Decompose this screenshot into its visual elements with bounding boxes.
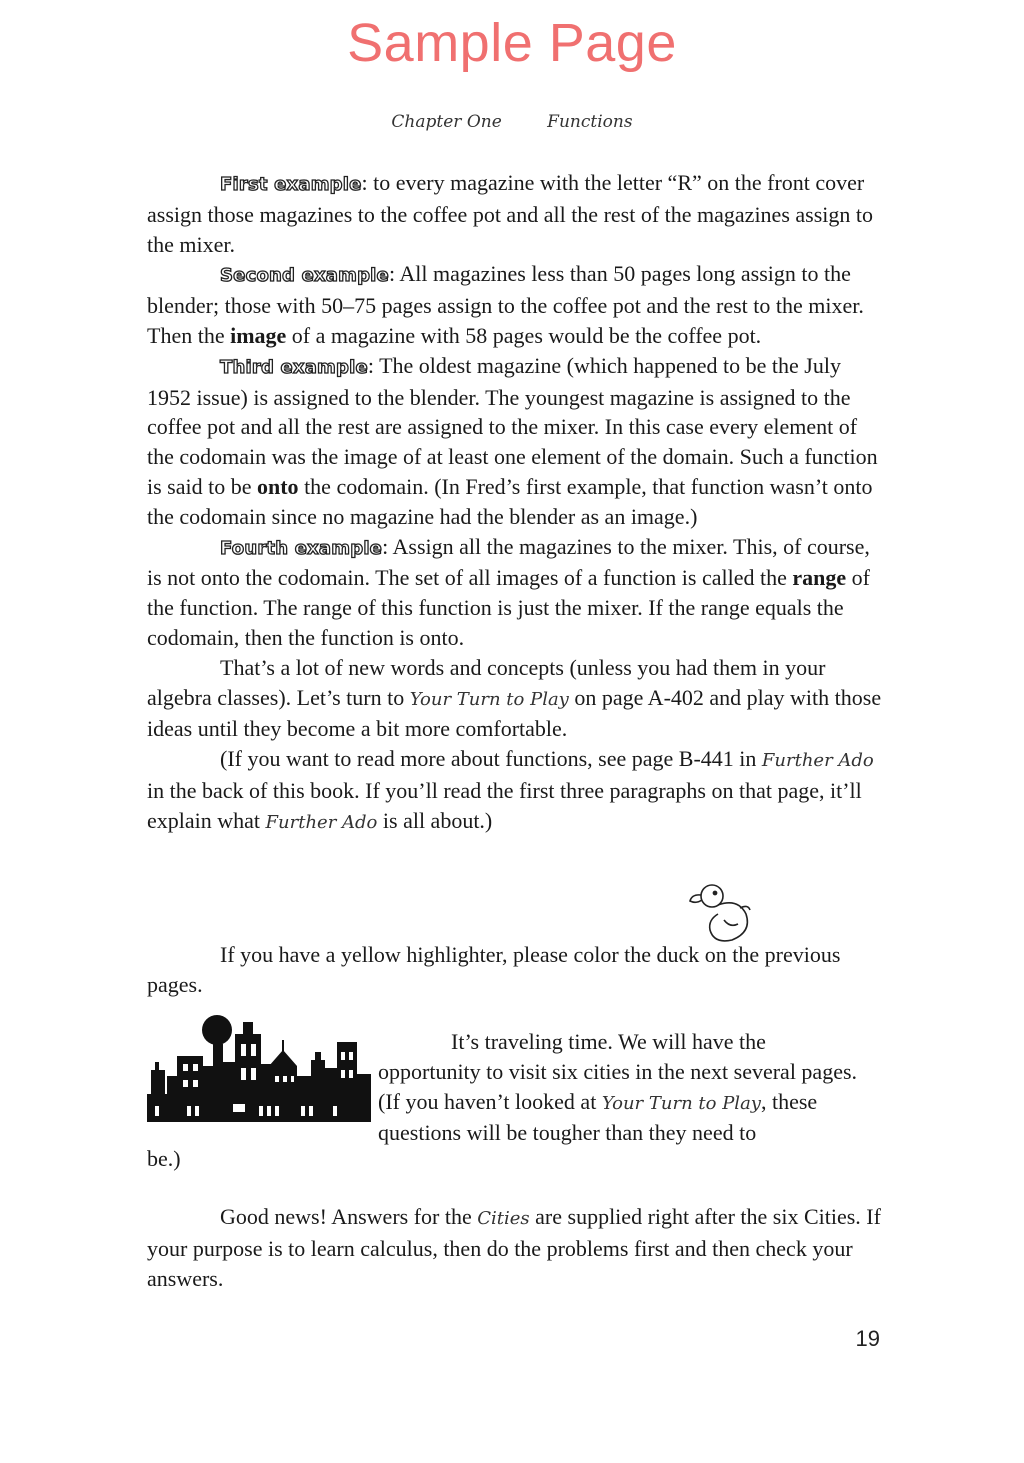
paragraph-new-words bbox=[147, 653, 887, 744]
lead-first-example: First example bbox=[220, 174, 362, 195]
reference-cities: Cities bbox=[477, 1208, 530, 1229]
term-onto: onto bbox=[257, 473, 299, 499]
reference-your-turn-to-play: Your Turn to Play bbox=[601, 1092, 761, 1114]
paragraph-second-example bbox=[147, 259, 887, 350]
page-number: 19 bbox=[855, 1326, 880, 1351]
text: That’s a lot of new words and concepts (unless you had them in your algebra classes). Let’s turn to bbox=[147, 654, 826, 710]
paragraph-third-example bbox=[147, 351, 887, 532]
paragraph-traveling bbox=[378, 1027, 868, 1148]
text: (If you want to read more about functions, see page B-441 in bbox=[220, 746, 762, 772]
sample-page-watermark: Sample Page bbox=[347, 13, 677, 73]
text: : Assign all the magazines to the mixer. This, of course, is not onto the codomain. The set of all images of a function is called the bbox=[147, 533, 870, 591]
text: on page A-402 and play with those ideas until they become a bit more comfortable. bbox=[147, 684, 882, 742]
running-header bbox=[0, 112, 1024, 132]
paragraph-traveling-end: be.) bbox=[147, 1146, 181, 1171]
paragraph-first-example bbox=[147, 168, 887, 259]
text: : to every magazine with the letter “R” on the front cover assign those magazines to the coffee pot and all the rest of the magazines assign to the mixer. bbox=[147, 170, 873, 257]
chapter-label: Chapter One bbox=[391, 112, 502, 132]
paragraph-good-news bbox=[147, 1202, 887, 1293]
paragraph-duck: If you have a yellow highlighter, please color the duck on the previous pages. bbox=[147, 942, 841, 997]
text: the codomain. (In Fred’s first example, that function wasn’t onto the codomain since no magazine had the blender as an image.) bbox=[147, 473, 873, 529]
text: is all about.) bbox=[377, 807, 493, 833]
term-image: image bbox=[230, 322, 287, 348]
lead-second-example: Second example bbox=[220, 265, 389, 287]
text: Good news! Answers for the bbox=[220, 1204, 478, 1229]
lead-fourth-example: Fourth example bbox=[220, 537, 383, 559]
text: : The oldest magazine (which happened to be the July 1952 issue) is assigned to the blender. The youngest magazine is assigned to the coffee pot and all the rest are assigned to the mixer. In this case every element of the codomain was the image of at least one element of the domain. Such a function is said to be bbox=[147, 352, 878, 499]
duck-icon bbox=[688, 880, 754, 946]
text: are supplied right after the six Cities. If your purpose is to learn calculus, then do the problems first and then check your answers. bbox=[147, 1204, 881, 1291]
text: of the function. The range of this function is just the mixer. If the range equals the codomain, then the function is onto. bbox=[147, 565, 870, 650]
reference-further-ado: Further Ado bbox=[761, 750, 874, 772]
term-range: range bbox=[792, 565, 847, 591]
text: of a magazine with 58 pages would be the coffee pot. bbox=[286, 322, 762, 348]
city-skyline-icon bbox=[147, 1014, 371, 1122]
main-text bbox=[147, 168, 887, 838]
reference-your-turn-to-play: Your Turn to Play bbox=[409, 688, 569, 710]
text: It’s traveling time. We will have the opportunity to visit six cities in the next several pages. (If you haven’t looked at bbox=[378, 1029, 858, 1114]
reference-further-ado: Further Ado bbox=[265, 811, 378, 833]
lead-third-example: Third example bbox=[220, 356, 368, 378]
section-label: Functions bbox=[547, 112, 633, 132]
paragraph-further-ado bbox=[147, 744, 887, 837]
text: : All magazines less than 50 pages long assign to the blender; those with 50–75 pages assign to the coffee pot and the rest to the mixer. Then the bbox=[147, 261, 864, 348]
paragraph-fourth-example bbox=[147, 532, 887, 653]
text: in the back of this book. If you’ll read the first three paragraphs on that page, it’ll explain what bbox=[147, 777, 862, 833]
text: , these questions will be tougher than they need to bbox=[378, 1088, 818, 1146]
